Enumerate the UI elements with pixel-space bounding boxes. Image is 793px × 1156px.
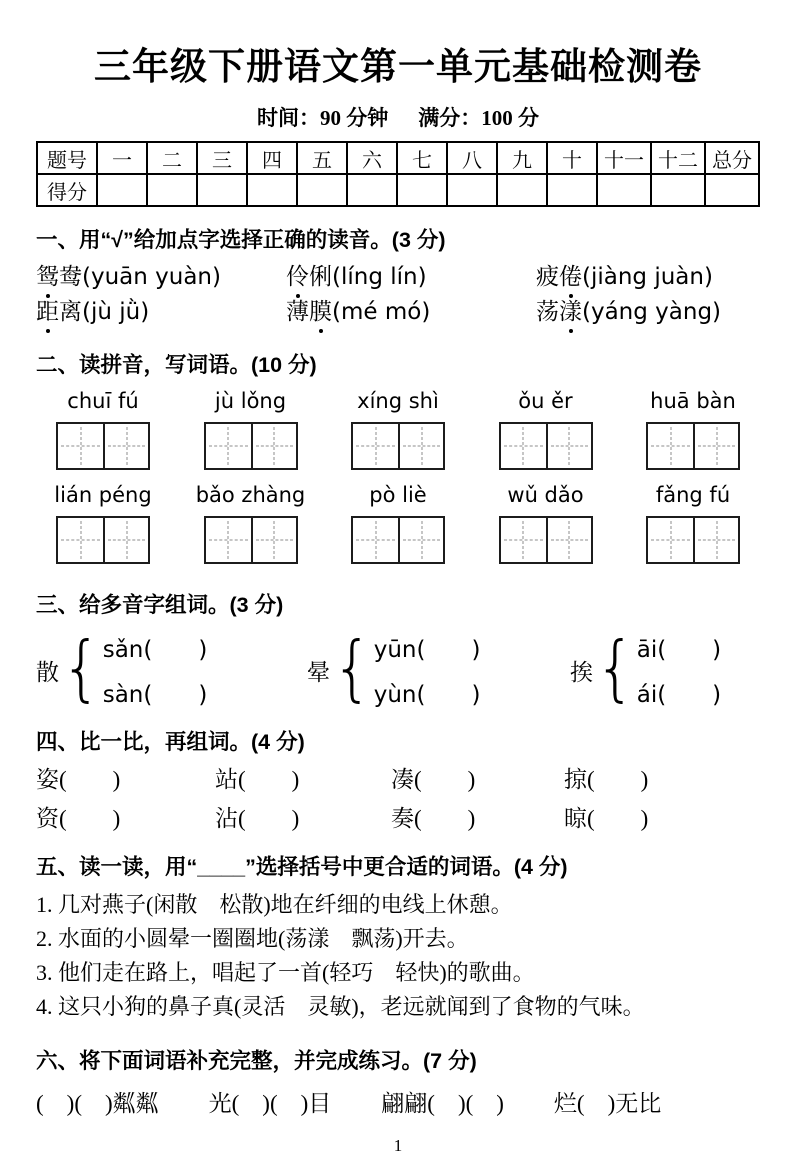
score-cell-empty <box>705 174 759 206</box>
section-4-heading: 四、比一比，再组词。(4 分) <box>36 730 305 754</box>
compare-item: 沾( ) <box>215 806 300 831</box>
section-1-heading: 一、用“√”给加点字选择正确的读音。(3 分) <box>36 228 446 252</box>
score-table-cell: 十一 <box>597 142 651 174</box>
pinyin-label: xíng shì <box>357 389 439 413</box>
dotted-char: 距 <box>36 297 59 328</box>
brace-glyph: { <box>595 627 636 711</box>
score-table-cell: 题号 <box>37 142 97 174</box>
writing-grid-cell <box>58 518 103 562</box>
dotted-char: 伶 <box>286 262 309 293</box>
compare-row-2 <box>36 804 760 834</box>
dotted-char: 倦 <box>559 262 582 293</box>
compare-item: 站( ) <box>215 767 300 792</box>
section-3-heading: 三、给多音字组词。(3 分) <box>36 593 284 617</box>
score-table-cell: 七 <box>397 142 447 174</box>
section-6-heading: 六、将下面词语补充完整，并完成练习。(7 分) <box>36 1049 477 1073</box>
phrase-item: 翩翩( )( ) <box>381 1091 504 1116</box>
dotted-char: 漾 <box>559 297 582 328</box>
writing-grid <box>499 422 593 470</box>
word-pinyin-item: 荡漾(yáng yàng) <box>536 297 760 328</box>
polyphone-char: 挨 <box>570 659 593 685</box>
score-table <box>36 141 760 207</box>
dotted-char: 膜 <box>309 297 332 328</box>
pinyin-grid-row-1 <box>36 389 760 470</box>
score-cell-empty <box>651 174 705 206</box>
word-pinyin-item: 疲倦(jiàng juàn) <box>536 262 760 293</box>
phrase-item: 烂( )无比 <box>553 1091 662 1116</box>
score-table-score-row <box>37 174 759 206</box>
writing-grid-cell <box>251 424 296 468</box>
pinyin-options: (yáng yàng) <box>582 299 722 325</box>
brace-glyph: { <box>61 627 102 711</box>
pinyin-options: (líng lín) <box>332 264 427 290</box>
paper-subtitle <box>36 102 760 132</box>
polyphone-reading: sǎn( ) <box>102 637 208 663</box>
word-pinyin-item: 鸳鸯(yuān yuàn) <box>36 262 286 293</box>
writing-grid-cell <box>648 424 693 468</box>
score-table-header-row <box>37 142 759 174</box>
sentence-item: 4. 这只小狗的鼻子真(灵活 灵敏)，老远就闻到了食物的气味。 <box>36 994 645 1019</box>
pinyin-label: fǎng fú <box>655 483 731 507</box>
pinyin-label: pò liè <box>369 483 427 507</box>
compare-item: 掠( ) <box>564 767 649 792</box>
pinyin-unit <box>331 483 465 564</box>
polyphone-reading: yūn( ) <box>373 637 481 663</box>
section-1-items <box>36 262 760 328</box>
score-cell-empty <box>547 174 597 206</box>
pinyin-label: chuī fú <box>67 389 139 413</box>
writing-grid-cell <box>398 518 443 562</box>
score-table-cell: 八 <box>447 142 497 174</box>
writing-grid <box>351 422 445 470</box>
score-table-cell: 三 <box>197 142 247 174</box>
dotted-char: 鸳 <box>36 262 59 293</box>
polyphone-reading: sàn( ) <box>102 682 208 708</box>
word-pinyin-item: 伶俐(líng lín) <box>286 262 536 293</box>
pinyin-label: jù lǒng <box>214 389 287 413</box>
score-table-cell: 九 <box>497 142 547 174</box>
pinyin-label: ǒu ěr <box>518 389 573 413</box>
writing-grid-cell <box>103 424 148 468</box>
pinyin-label: lián péng <box>54 483 152 507</box>
pinyin-unit <box>331 389 465 470</box>
pinyin-unit <box>36 483 170 564</box>
writing-grid <box>351 516 445 564</box>
word-pinyin-item: 距离(jù jǜ) <box>36 297 286 328</box>
pinyin-unit <box>479 389 613 470</box>
score-cell-empty <box>497 174 547 206</box>
compare-item: 奏( ) <box>391 806 476 831</box>
score-cell-empty <box>247 174 297 206</box>
score-table-cell: 五 <box>297 142 347 174</box>
writing-grid <box>646 422 740 470</box>
polyphone-reading: yùn( ) <box>373 682 481 708</box>
full-score-label: 满分：100 分 <box>418 106 539 130</box>
polyphone-groups <box>36 627 760 711</box>
score-cell-empty <box>297 174 347 206</box>
score-table-cell: 一 <box>97 142 147 174</box>
page-number: 1 <box>393 1136 403 1155</box>
score-cell-empty <box>347 174 397 206</box>
writing-grid-cell <box>501 424 546 468</box>
pinyin-options: (mé mó) <box>332 299 431 325</box>
compare-row-1 <box>36 765 760 795</box>
phrase-completion-row <box>36 1085 760 1118</box>
score-cell-empty <box>447 174 497 206</box>
polyphone-char: 晕 <box>307 659 330 685</box>
score-cell-empty <box>197 174 247 206</box>
score-cell-empty <box>147 174 197 206</box>
writing-grid <box>204 422 298 470</box>
writing-grid-cell <box>501 518 546 562</box>
writing-grid-cell <box>206 424 251 468</box>
writing-grid-cell <box>58 424 103 468</box>
writing-grid-cell <box>206 518 251 562</box>
compare-item: 晾( ) <box>564 806 649 831</box>
score-table-cell: 二 <box>147 142 197 174</box>
sentence-item: 2. 水面的小圆晕一圈圈地(荡漾 飘荡)开去。 <box>36 926 469 951</box>
phrase-item: ( )( )粼粼 <box>36 1091 159 1116</box>
brace-glyph: { <box>332 627 373 711</box>
score-table-cell: 总分 <box>705 142 759 174</box>
pinyin-unit <box>36 389 170 470</box>
score-cell-empty <box>397 174 447 206</box>
score-row-label: 得分 <box>37 174 97 206</box>
score-table-cell: 六 <box>347 142 397 174</box>
phrase-item: 光( )( )目 <box>208 1091 332 1116</box>
writing-grid-cell <box>546 518 591 562</box>
writing-grid-cell <box>103 518 148 562</box>
writing-grid-cell <box>398 424 443 468</box>
writing-grid-cell <box>693 424 738 468</box>
writing-grid <box>204 516 298 564</box>
writing-grid-cell <box>353 518 398 562</box>
section-5-heading: 五、读一读，用“____”选择括号中更合适的词语。(4 分) <box>36 855 568 879</box>
polyphone-reading: ái( ) <box>636 682 722 708</box>
polyphone-group <box>307 627 570 711</box>
sentence-list <box>36 888 760 1024</box>
pinyin-label: huā bàn <box>650 389 736 413</box>
pinyin-options: (yuān yuàn) <box>82 264 221 290</box>
time-limit-label: 时间：90 分钟 <box>257 106 389 130</box>
writing-grid-cell <box>546 424 591 468</box>
section-2-heading: 二、读拼音，写词语。(10 分) <box>36 353 317 377</box>
paper-title: 三年级下册语文第一单元基础检测卷 <box>94 46 702 87</box>
pinyin-unit <box>626 483 760 564</box>
pinyin-unit <box>184 389 318 470</box>
pinyin-unit <box>479 483 613 564</box>
writing-grid-cell <box>693 518 738 562</box>
polyphone-char: 散 <box>36 659 59 685</box>
polyphone-reading: āi( ) <box>636 637 722 663</box>
score-table-cell: 十二 <box>651 142 705 174</box>
sentence-item: 3. 他们走在路上，唱起了一首(轻巧 轻快)的歌曲。 <box>36 960 535 985</box>
sentence-item: 1. 几对燕子(闲散 松散)地在纤细的电线上休憩。 <box>36 892 513 917</box>
writing-grid-cell <box>648 518 693 562</box>
pinyin-options: (jiàng juàn) <box>582 264 713 290</box>
writing-grid-cell <box>353 424 398 468</box>
pinyin-label: wǔ dǎo <box>507 483 584 507</box>
polyphone-group <box>36 627 307 711</box>
pinyin-options: (jù jǜ) <box>82 299 150 325</box>
writing-grid-cell <box>251 518 296 562</box>
compare-item: 姿( ) <box>36 767 121 792</box>
writing-grid <box>56 422 150 470</box>
compare-item: 凑( ) <box>391 767 476 792</box>
word-pinyin-item: 薄膜(mé mó) <box>286 297 536 328</box>
polyphone-group <box>570 627 760 711</box>
pinyin-unit <box>626 389 760 470</box>
pinyin-label: bǎo zhàng <box>195 483 306 507</box>
pinyin-unit <box>184 483 318 564</box>
pinyin-grid-row-2 <box>36 483 760 564</box>
score-cell-empty <box>597 174 651 206</box>
writing-grid <box>499 516 593 564</box>
score-table-cell: 四 <box>247 142 297 174</box>
writing-grid <box>56 516 150 564</box>
writing-grid <box>646 516 740 564</box>
score-cell-empty <box>97 174 147 206</box>
compare-item: 资( ) <box>36 806 121 831</box>
score-table-cell: 十 <box>547 142 597 174</box>
